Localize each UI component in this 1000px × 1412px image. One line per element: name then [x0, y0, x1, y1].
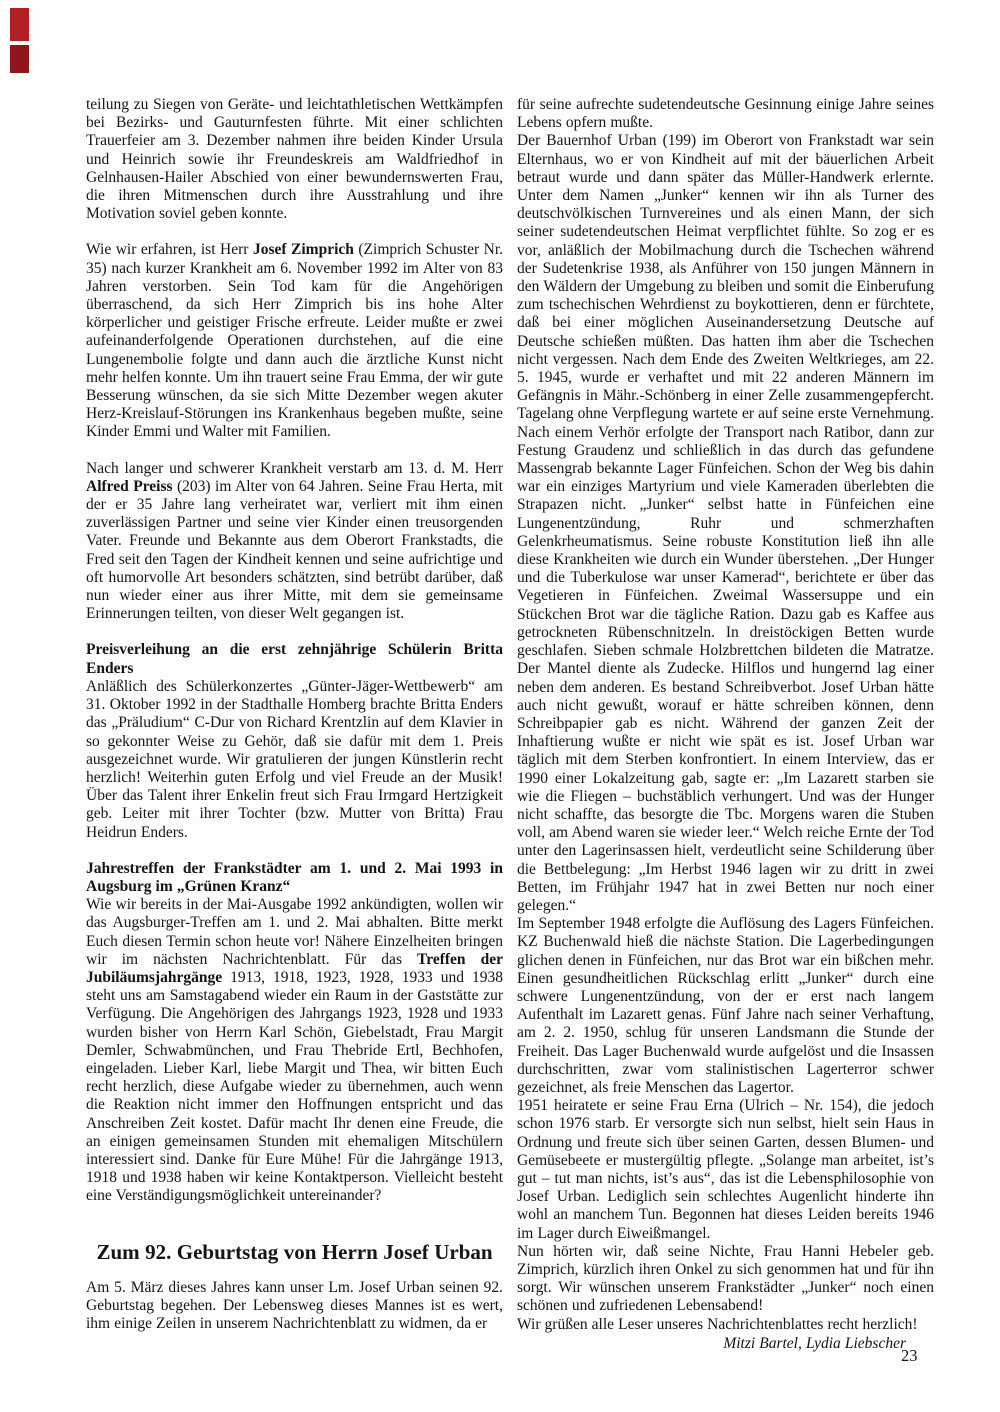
- meeting-text-post: 1913, 1918, 1923, 1928, 1933 und 1938 steht uns am Samstagabend wieder ein Raum in der Gaststätte zur Verfügung. Die Angehörigen des Jahrgangs 1923, 1928 und 1933 wurden bisher von Herrn Karl Schön, Giebelstadt, Frau Margit Demler, Schwabmünchen, und Frau Thebride Ertl, Bechhofen, eingeladen. Lieber Karl, liebe Margit und Thea, wir bitten Euch recht herzlich, diese Aufgabe wieder zu übernehmen, auch wenn die Reaktion nicht immer den Hoffnungen entspricht und das Anschreiben Zeit kostet. Dafür macht Ihr denen eine Freude, die an einigen gemeinsamen Stunden mit ehemaligen Mitschülern interessiert sind. Danke für Eure Mühe! Für die Jahrgänge 1913, 1918 und 1938 haben wir keine Kontaktperson. Vielleicht besteht eine Verständigungsmöglichkeit untereinander?: [86, 968, 503, 1205]
- right-column: [517, 96, 934, 1353]
- page-number: 23: [901, 1346, 918, 1365]
- registration-mark-bottom: [10, 45, 29, 73]
- birthday-heading: Zum 92. Geburtstag von Herrn Josef Urban: [96, 1239, 493, 1264]
- obituary-preiss-text-post: (203) im Alter von 64 Jahren. Seine Frau Herta, mit der er 35 Jahre lang verheiratet war, verliert mit ihm einen zuverlässigen Partner und seine vier Kinder einen treusorgenden Vater. Freunde und Bekannte aus dem Oberort Frankstadts, die Fred seit den Tagen der Kindheit kennen und seine aufrichtige und oft humorvolle Art besonders schätzten, sind betrübt darüber, daß nun wieder einer aus ihrer Mitte, mit dem sie gemeinsame Erinnerungen teilten, von dieser Welt gegangen ist.: [86, 477, 503, 623]
- urban-biography-paragraph: Der Bauernhof Urban (199) im Oberort von Frankstadt war sein Elternhaus, wo er von Kindheit auf mit der bäuerlichen Arbeit betraut wurde und dann später das Müller-Handwerk erlernte. Unter dem Namen „Junker“ kennen wir ihn als Turner des deutschvölkischen Turnvereines und als einen Mann, der sich seiner sudetendeutschen Heimat verpflichtet fühlte. So zog er es vor, anläßlich der Mobilmachung durch die Tschechen während der Sudetenkrise 1938, als Anführer von 150 jungen Männern in den Wäldern der Umgebung zu bleiben und somit die Einberufung zum tschechischen Wehrdienst zu boykottieren, denn er fürchtete, daß bei einer möglichen Auseinandersetzung Deutsche auf Deutsche schießen müßten. Das hatten ihm aber die Tschechen nicht vergessen. Nach dem Ende des Zweiten Weltkrieges, am 22. 5. 1945, wurde er verhaftet und mit 22 anderen Männern im Gefängnis in Mähr.-Schönberg in einer Zelle zusammengepfercht. Tagelang ohne Verpflegung wartete er auf seine erste Vernehmung. Nach einem Verhör erfolgte der Transport nach Ratibor, dann zur Festung Graudenz und schließlich in das durch das gefundene Massengrab bekannte Lager Fünfeichen. Schon der Weg bis dahin war ein einziges Martyrium und viele Kameraden überlebten die Strapazen nicht. „Junker“ selbst hatte in Fünfeichen eine Lungenentzündung, Ruhr und schmerzhaften Gelenkrheumatismus. Seine robuste Konstitution ließ ihn alle diese Krankheiten wie durch ein Wunder überstehen. „Der Hunger und die Tuberkulose war unser Kamerad“, berichtete er über das Vegetieren in Fünfeichen. Zweimal Wassersuppe und ein Stückchen Brot war die tägliche Ration. Dazu gab es Kaffee aus getrockneten Rübenschnitzeln. In dreistöckigen Betten wurde geschlafen. Sieben schmale Holzbrettchen bildeten die Matratze. Der Mantel diente als Zudecke. Hilflos und hungernd lag einer neben dem anderen. Es bestand Schreibverbot. Josef Urban hätte auch nicht gewußt, worauf er hätte schreiben können, denn Schreibpapier gab es nicht. Während der ganzen Zeit der Inhaftierung wußte er nicht wie spät es ist. Josef Urban war täglich mit dem Sterben konfrontiert. In einem Interview, das er 1990 einer Lokalzeitung gab, sagte er: „Im Lazarett starben sie wie die Fliegen – buchstäblich verhungert. Und was der Hunger nicht schaffte, das besorgte die Tbc. Morgens waren die Stuben voll, am Abend waren sie wieder leer.“ Welch reiche Ernte der Tod unter den Lagerinsassen hielt, verdeutlicht seine Schilderung über die Bettbelegung: „Im Herbst 1946 lagen wir zu dritt in zwei Betten, im Frühjahr 1947 hat in zwei Betten nur noch einer gelegen.“: [517, 132, 934, 914]
- obituary-zimprich-paragraph: [86, 241, 503, 441]
- meeting-heading: Jahrestreffen der Frankstädter am 1. und 2. Mai 1993 in Augsburg im „Grünen Kranz“: [86, 859, 503, 895]
- birthday-continuation-paragraph: für seine aufrechte sudetendeutsche Gesinnung einige Jahre seines Lebens opfern mußte.: [517, 96, 934, 132]
- left-column: [86, 96, 503, 1333]
- marriage-paragraph: 1951 heiratete er seine Frau Erna (Ulrich – Nr. 154), die jedoch schon 1976 starb. Er versorgte sich nun selbst, hielt sein Haus in Ordnung und freute sich über seinen Garten, dessen Blumen- und Gemüsebeete er mustergültig pflegte. „Solange man arbeitet, ist’s gut – tut man nichts, ist’s aus“, das ist die Lebensphilosophie von Josef Urban. Lediglich sein schlechtes Augenlicht hinderte ihn wohl an manchem Tun. Begonnen hat dieses Leiden bereits 1946 im Lager durch Eiweißmangel.: [517, 1097, 934, 1242]
- obituary-zimprich-text-post: (Zimprich Schuster Nr. 35) nach kurzer Krankheit am 6. November 1992 im Alter von 83 Jahren verstorben. Sein Tod kam für die Angehörigen überraschend, da sich Herr Zimprich bis ins hohe Alter körperlicher und geistiger Frische erfreute. Leider mußte er zwei aufeinanderfolgende Operationen durchstehen, auf die eine Lungenembolie folgte und dann auch die ärztliche Kunst nicht mehr helfen konnte. Um ihn trauert seine Frau Emma, der wir gute Besserung wünschen, da sie sich Mitte Dezember wegen akuter Herz-Kreislauf-Störungen ins Krankenhaus begeben mußte, seine Kinder Emmi und Walter mit Familien.: [86, 241, 504, 441]
- obituary-continuation-paragraph: teilung zu Siegen von Geräte- und leichtathletischen Wettkämpfen bei Bezirks- und Gauturnfesten führte. Mit einer schlichten Trauerfeier am 3. Dezember nahmen ihre beiden Kinder Ursula und Heinrich sowie ihr Freundeskreis am Waldfriedhof in Gelnhausen-Hailer Abschied von einer bewundernswerten Frau, die ihren Mitmenschen durch ihre Ausstrahlung und ihre Motivation soviel geben konnte.: [86, 96, 503, 223]
- buchenwald-paragraph: Im September 1948 erfolgte die Auflösung des Lagers Fünfeichen. KZ Buchenwald hieß die nächste Station. Die Lagerbedingungen glichen denen in Fünfeichen, nur das Brot war ein bißchen mehr. Einen gesundheitlichen Rückschlag erlitt „Junker“ durch eine schwere Lungenentzündung, von der er erst nach langem Aufenthalt im Lazarett genas. Fünf Jahre nach seiner Verhaftung, am 2. 2. 1950, schlug für unseren Landsmann die Stunde der Freiheit. Das Lager Buchenwald wurde aufgelöst und die Insassen durchschritten, zwar vom stalinistischen Lagerterror schwer gezeichnet, als freie Menschen das Lagertor.: [517, 915, 934, 1096]
- award-paragraph: Anläßlich des Schülerkonzertes „Günter-Jäger-Wettbewerb“ am 31. Oktober 1992 in der Stadthalle Homberg brachte Britta Enders das „Präludium“ C-Dur von Richard Krentzlin auf dem Klavier in so gekonnter Weise zu Gehör, daß sie dafür mit dem 1. Preis ausgezeichnet wurde. Wir gratulieren der jungen Künstlerin recht herzlich! Weiterhin guten Erfolg und viel Freude an der Musik! Über das Talent ihrer Enkelin freut sich Frau Irmgard Hertzigkeit geb. Leiter mit ihrer Tochter (bzw. Mutter von Britta) Frau Heidrun Enders.: [86, 677, 503, 841]
- award-heading: Preisverleihung an die erst zehnjährige Schülerin Britta Enders: [86, 641, 503, 677]
- niece-paragraph: Nun hörten wir, daß seine Nichte, Frau Hanni Hebeler geb. Zimprich, kürzlich ihren Onkel zu sich genommen hat und für ihn sorgt. Wir wünschen unserem Frankstädter „Junker“ noch einen schönen und zufriedenen Lebensabend!: [517, 1242, 934, 1315]
- obituary-preiss-name: Alfred Preiss: [86, 477, 173, 495]
- meeting-paragraph: [86, 896, 503, 1205]
- obituary-zimprich-text-pre: Wie wir erfahren, ist Herr: [86, 241, 253, 259]
- greeting-line: Wir grüßen alle Leser unseres Nachrichtenblattes recht herzlich!: [517, 1315, 918, 1333]
- meeting-jubilee-emphasis: Treffen der Jubiläumsjahrgänge: [86, 950, 503, 986]
- obituary-preiss-text-pre: Nach langer und schwerer Krankheit verstarb am 13. d. M. Herr: [86, 459, 503, 477]
- obituary-zimprich-name: Josef Zimprich: [252, 241, 354, 259]
- obituary-preiss-paragraph: [86, 460, 503, 624]
- meeting-text-pre: Wie wir bereits in der Mai-Ausgabe 1992 ankündigten, wollen wir das Augsburger-Treffen am 1. und 2. Mai abhalten. Bitte merkt Euch diesen Termin schon heute vor! Nähere Einzelheiten bringen wir im nächsten Nachrichtenblatt. Für das: [86, 896, 503, 968]
- registration-mark-top: [10, 8, 29, 41]
- birthday-intro-paragraph: Am 5. März dieses Jahres kann unser Lm. Josef Urban seinen 92. Geburtstag begehen. Der Lebensweg dieses Mannes ist es wert, ihm einige Zeilen in unserem Nachrichtenblatt zu widmen, da er: [86, 1278, 503, 1332]
- authors-signature: Mitzi Bartel, Lydia Liebscher: [723, 1334, 906, 1352]
